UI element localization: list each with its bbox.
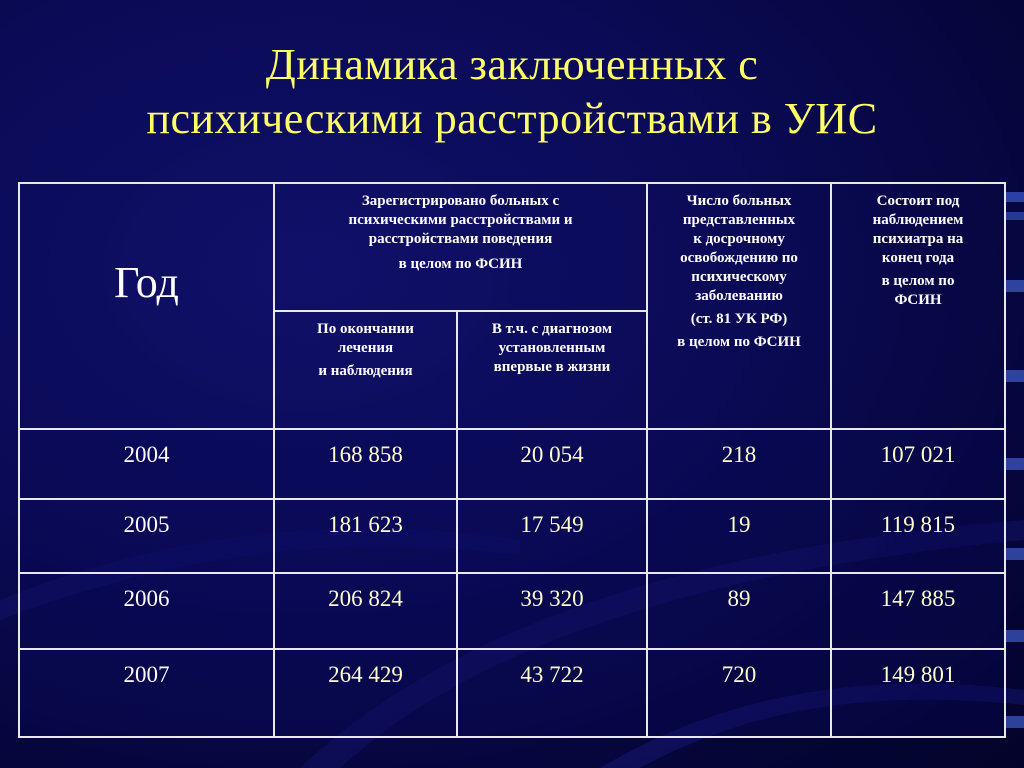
end-treatment-header — [274, 311, 457, 429]
end-treatment-cell: 168 858 — [274, 429, 457, 499]
registered-header-line: расстройствами поведения — [368, 231, 553, 247]
early-release-header-line: представленных — [682, 212, 796, 228]
registered-header-line: Зарегистрировано больных с — [361, 193, 560, 209]
early-release-header-line: заболеванию — [695, 288, 783, 304]
slide-title-line1: Динамика заключенных с — [265, 40, 759, 89]
observation-header-line: Состоит под — [876, 193, 960, 209]
early-release-header-line: освобождению по — [680, 250, 798, 266]
observation-header-line: конец года — [881, 250, 955, 266]
year-header-label: Год — [114, 257, 179, 307]
early-release-header-line: психическому — [691, 269, 787, 285]
year-cell: 2006 — [19, 573, 274, 649]
statistics-table — [18, 182, 1006, 738]
table-row — [19, 429, 1005, 499]
early-release-header — [647, 183, 831, 429]
early-release-header-line: к досрочному — [693, 231, 785, 247]
first-diagnosis-cell: 39 320 — [457, 573, 647, 649]
year-cell: 2007 — [19, 649, 274, 737]
year-column-header — [19, 183, 274, 429]
first-diagnosis-cell: 43 722 — [457, 649, 647, 737]
year-cell: 2004 — [19, 429, 274, 499]
observation-header-line: психиатра на — [872, 231, 964, 247]
first-diagnosis-cell: 17 549 — [457, 499, 647, 573]
table-row — [19, 649, 1005, 737]
first-diagnosis-header-line: впервые в жизни — [493, 359, 611, 375]
end-treatment-header-line: По окончании — [317, 321, 414, 337]
table-row — [19, 499, 1005, 573]
registered-header-line: психическими расстройствами и — [348, 212, 573, 228]
registered-header-line: в целом по ФСИН — [398, 256, 523, 272]
observation-header-line: ФСИН — [894, 292, 942, 308]
table-row — [19, 573, 1005, 649]
observation-header-line: в целом по — [881, 273, 955, 289]
observation-cell: 107 021 — [831, 429, 1005, 499]
end-treatment-header-line: и наблюдения — [318, 363, 413, 379]
registered-header — [274, 183, 647, 311]
observation-cell: 119 815 — [831, 499, 1005, 573]
observation-header — [831, 183, 1005, 429]
early-release-cell: 720 — [647, 649, 831, 737]
first-diagnosis-cell: 20 054 — [457, 429, 647, 499]
end-treatment-cell: 264 429 — [274, 649, 457, 737]
first-diagnosis-header-line: установленным — [498, 340, 606, 356]
header-row-top — [19, 183, 1005, 311]
end-treatment-cell: 181 623 — [274, 499, 457, 573]
early-release-header-line: Число больных — [686, 193, 792, 209]
early-release-cell: 19 — [647, 499, 831, 573]
slide-title-line2: психическими расстройствами в УИС — [146, 94, 878, 143]
end-treatment-cell: 206 824 — [274, 573, 457, 649]
observation-cell: 147 885 — [831, 573, 1005, 649]
first-diagnosis-header-line: В т.ч. с диагнозом — [491, 321, 613, 337]
early-release-header-line: (ст. 81 УК РФ) — [690, 311, 788, 327]
early-release-cell: 218 — [647, 429, 831, 499]
early-release-header-line: в целом по ФСИН — [677, 334, 801, 350]
observation-cell: 149 801 — [831, 649, 1005, 737]
year-cell: 2005 — [19, 499, 274, 573]
end-treatment-header-line: лечения — [337, 340, 394, 356]
slide-title — [0, 38, 1024, 146]
early-release-cell: 89 — [647, 573, 831, 649]
observation-header-line: наблюдением — [872, 212, 964, 228]
first-diagnosis-header — [457, 311, 647, 429]
